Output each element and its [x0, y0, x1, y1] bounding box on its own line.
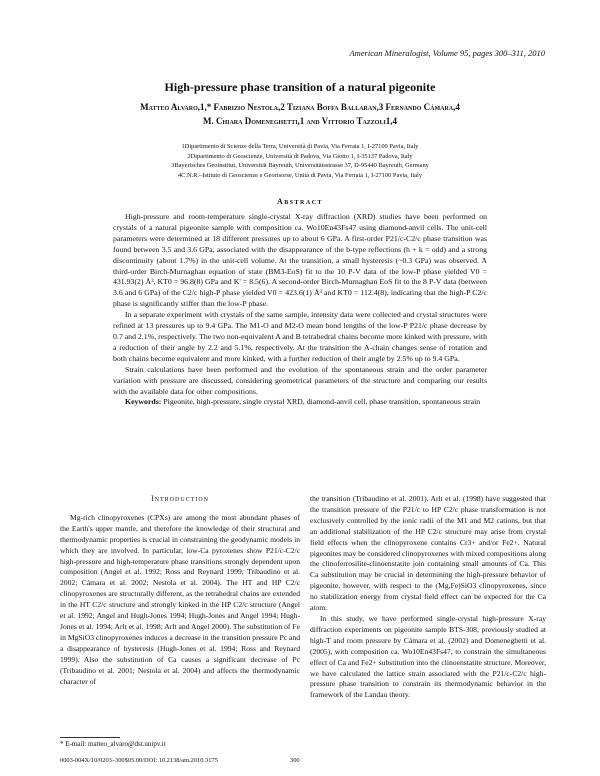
- journal-header: American Mineralogist, Volume 95, pages 300–311, 2010: [349, 48, 545, 58]
- keywords-label: Keywords:: [125, 397, 162, 407]
- paper-title: High-pressure phase transition of a natural pigeonite: [164, 80, 436, 94]
- right-column: [310, 494, 546, 701]
- abstract-paragraph-2: In a separate experiment with crystals of the same sample, intensity data were collected and crystal structures were refined at 13 pressures up to 9.4 GPa. The M1-O and M2-O mean bond lengths of the low-P P21/c phase decrease by 0.7 and 2.1%, respectively. The two non-equivalent A and B tetrahedral chains become more kinked with pressure, with a reduction of their angle by 2.2 and 5.1%, respectively. At the transition the A-chain changes sense of rotation and both chains become equivalent and more kinked, with a further reduction of their angle by 2.5% up to 9.4 GPa.: [113, 310, 487, 363]
- left-column: [60, 494, 300, 687]
- affiliation-4: 4C.N.R.–Istituto di Geoscienze e Georisorse, Unità di Pavia, Via Ferrata 1, I-27100 Pavia, Italy: [177, 172, 423, 180]
- affiliation-3: 3Bayerisches Geoinstitut, Universität Bayreuth, Universitätsstrasse 37, D-95440 Bayreuth, Germany: [171, 162, 429, 170]
- page-number: 300: [290, 757, 300, 764]
- keywords-line: [113, 397, 487, 408]
- intro-paragraph-1: Mg-rich clinopyroxenes (CPXs) are among the most abundant phases of the Earth's upper mantle, and therefore the knowledge of their structural and thermodynamic properties is crucial in constraining the geodynamic models in which they are involved. In particular, low-Ca pyroxenes show P21/c-C2/c high-pressure and high-temperature phase transitions strongly dependent upon composition (Angel et al. 1992; Ross and Reynard 1999; Tribaudino et al. 2002; Cámara et al. 2002; Nestola et al. 2004). The HT and HP C2/c clinopyroxenes are structurally different, as the tetrahedral chains are extended in the HT C2/c structure and strongly kinked in the HP C2/c structure (Angel et al. 1992; Angel and Hugh-Jones 1994; Hugh-Jones and Angel 1994; Hugh-Jones et al. 1994; Arlt et al. 1998; Arlt and Angel 2000). The substitution of Fe in MgSiO3 clinopyroxenes induces a decrease in the transition pressure Pc and a disappearance of hysteresis (Hugh-Jones et al. 1994; Ross and Reynard 1999). Also the substitution of Ca causes a significant decrease of Pc (Tribaudino et al. 2001; Nestola et al. 2004) and affects the thermodynamic character of: [60, 512, 300, 686]
- abstract-heading: Abstract: [276, 197, 324, 206]
- abstract-paragraph-3: Strain calculations have been performed and the evolution of the spontaneous strain and the order parameter variation with pressure are discussed, considering geometrical parameters of the structure and comparing our results with the available data for other compositions.: [113, 364, 487, 396]
- intro-paragraph-2: In this study, we have performed single-crystal high-pressure X-ray diffraction experiments on pigeonite sample BTS-308, previously studied at high-T and room pressure by Cámara et al. (2002) and Domeneghetti et al. (2005), with composition ca. Wo10En43Fs47, to constrain the simultaneous effect of Ca and Fe2+ substitution into the clinoenstatite structure. Moreover, we have calculated the lattice strain associated with the P21/c-C2/c high-pressure phase transition to constrain its thermodynamic behavior in the framework of the Landau theory.: [310, 613, 546, 700]
- intro-paragraph-1-continued: the transition (Tribaudino et al. 2001). Arlt et al. (1998) have suggested that the transition pressure of the P21/c to HP C2/c phase transformation is not exclusively controlled by the ionic radii of the M1 and M2 cations, but that an additional stabilization of the HP C2/c structure may arise from crystal field effects when the clinopyroxene contains Cr3+ and/or Fe2+. Natural pigeonites may be considered clinopyroxenes with mixed compositions along the clinoferrosilite-clinoenstatite join containing small amounts of Ca. This Ca substitution may be crucial in determining the high-pressure behavior of pigeonite, however, with respect to the (Mg,Fe)SiO3 clinopyroxenes, since no stabilization energy from crystal field effect can be expected for the Ca atom.: [310, 494, 546, 613]
- abstract-body: [113, 212, 487, 408]
- doi-line: 0003-004X/10/0203–300$05.00/DOI: 10.2138/am.2010.3175: [60, 757, 218, 764]
- keywords-text: Pigeonite, high-pressure, single crystal XRD, diamond-anvil cell, phase transition, spontaneous strain: [163, 397, 481, 407]
- author-line-1: Matteo Alvaro,1,* Fabrizio Nestola,2 Tiziana Boffa Ballaran,3 Fernando Cámara,4: [140, 102, 460, 112]
- page-footer: [60, 757, 550, 764]
- affiliation-1: 1Dipartimento di Scienze della Terra, Università di Pavia, Via Ferrata 1, I-27100 Pavia, Italy: [181, 143, 419, 150]
- introduction-heading: Introduction: [151, 494, 209, 503]
- email-footnote: * E-mail: matteo_alvaro@dst.unipv.it: [60, 740, 166, 748]
- footnote-divider: [60, 737, 120, 738]
- affiliation-2: 2Dipartimento di Geoscienze, Università di Padova, Via Giotto 1, I-35137 Padova, Italy: [187, 152, 413, 160]
- author-list: [60, 100, 540, 128]
- author-line-2: M. Chiara Domeneghetti,1 and Vittorio Tazzoli1,4: [202, 116, 398, 126]
- abstract-paragraph-1: High-pressure and room-temperature single-crystal X-ray diffraction (XRD) studies have been performed on crystals of a natural pigeonite sample with composition ca. Wo10En43Fs47 using diamond-anvil cells. The unit-cell parameters were determined at 18 different pressures up to about 6 GPa. A first-order P21/c-C2/c phase transition was found between 3.5 and 3.6 GPa, associated with the disappearance of the b-type reflections (h + k = odd) and a strong discontinuity (about 1.7%) in the unit-cell volume. At the transition, a small hysteresis (~0.3 GPa) was observed. A third-order Birch-Murnaghan equation of state (BM3-EoS) fit to the 10 P-V data of the low-P phase yielded V0 = 431.93(2) Å³, KT0 = 96.8(8) GPa and K' = 8.5(6). A second-order Birch-Murnaghan EoS fit to the 8 P-V data (between 3.6 and 6 GPa) of the C2/c high-P phase yielded V0 = 423.6(1) Å³ and KT0 = 112.4(8), indicating that the high-P C2/c phase is significantly stiffer than the low-P phase.: [113, 212, 487, 309]
- affiliations: [130, 142, 470, 181]
